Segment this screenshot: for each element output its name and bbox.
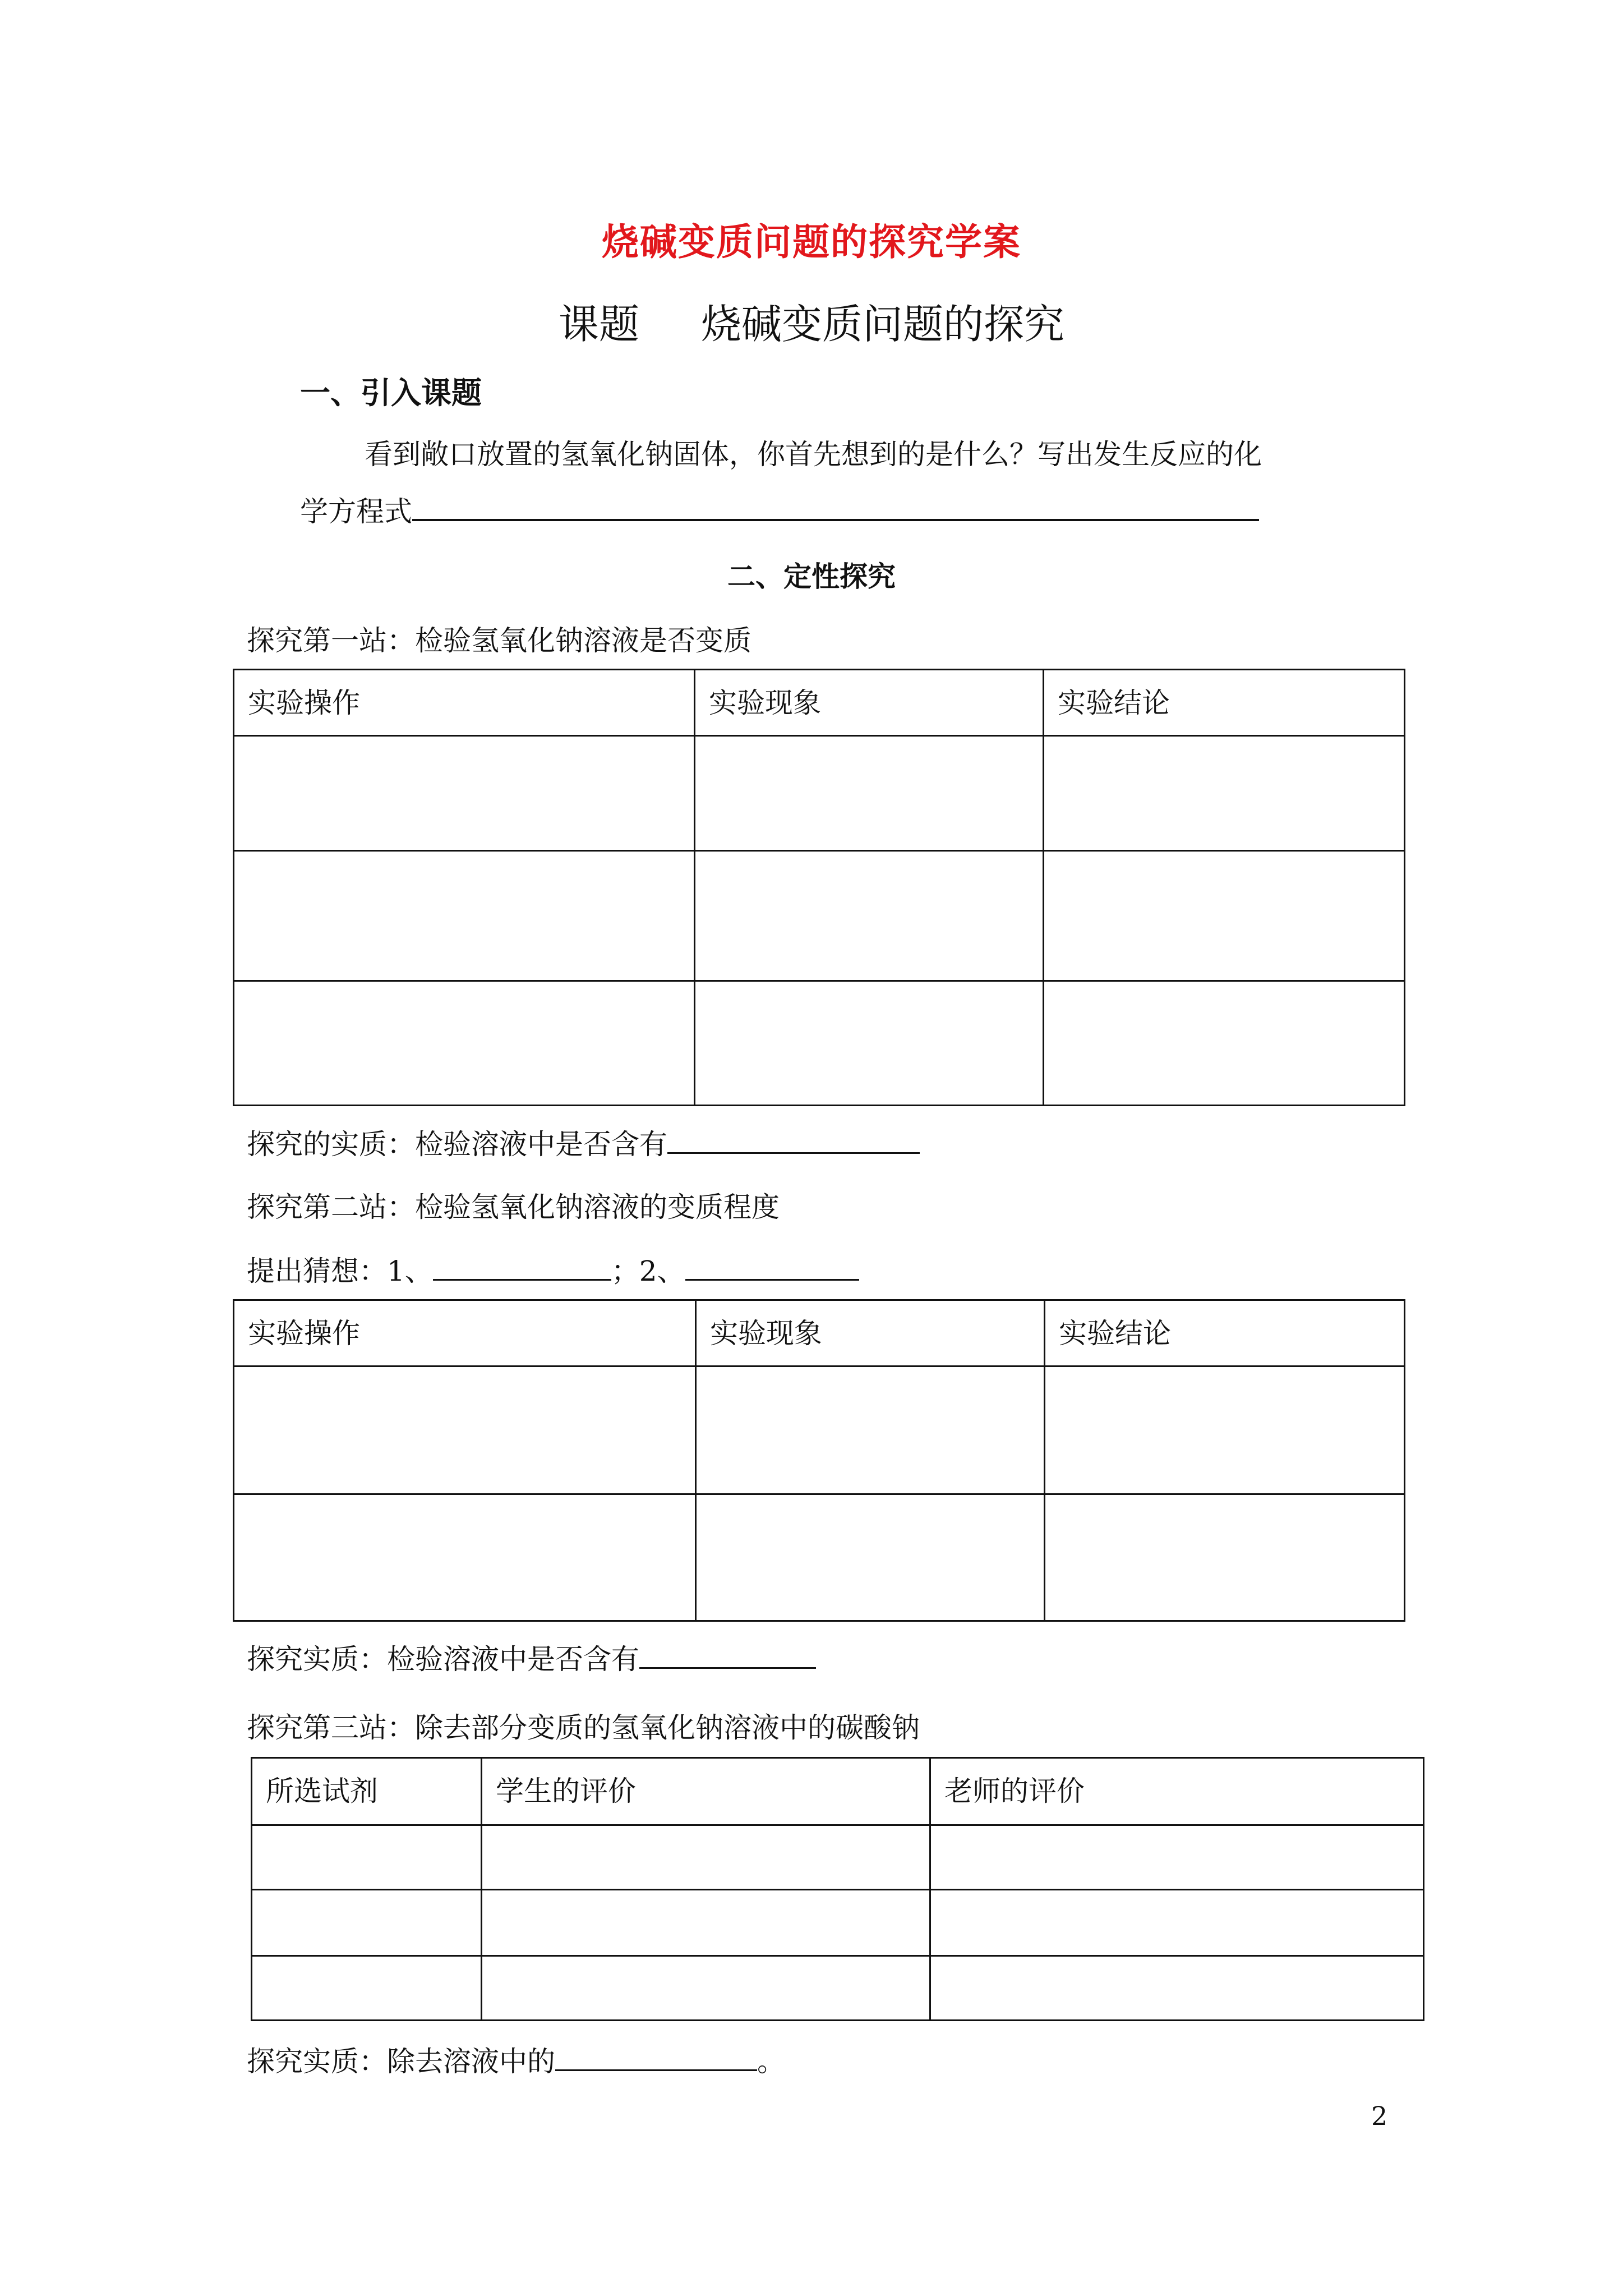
table-row — [234, 1494, 1405, 1621]
table-header-row — [252, 1758, 1424, 1825]
header-cell: 老师的评价 — [930, 1758, 1424, 1825]
table-cell[interactable] — [234, 736, 695, 851]
header-cell: 实验操作 — [234, 1300, 696, 1366]
table-cell[interactable] — [695, 851, 1044, 981]
station1-table — [233, 669, 1405, 1106]
header-cell: 实验现象 — [695, 670, 1044, 736]
table-cell[interactable] — [1044, 981, 1405, 1106]
station3-essence-label: 探究实质：除去溶液中的 — [247, 2045, 555, 2078]
section1-heading: 一、引入课题 — [300, 375, 482, 411]
station2-essence-blank[interactable] — [639, 1641, 816, 1669]
guess-separator: ；2、 — [611, 1255, 685, 1287]
equation-blank[interactable] — [412, 496, 1259, 521]
table-row — [252, 1890, 1424, 1956]
table-cell[interactable] — [696, 1494, 1045, 1621]
station2-title: 探究第二站：检验氢氧化钠溶液的变质程度 — [247, 1191, 780, 1223]
table-cell[interactable] — [252, 1890, 482, 1956]
table-cell[interactable] — [234, 851, 695, 981]
table-cell[interactable] — [696, 1366, 1045, 1494]
station2-guess — [247, 1249, 859, 1289]
station3-essence-end: 。 — [757, 2045, 785, 2078]
table-cell[interactable] — [482, 1956, 930, 2021]
table-cell[interactable] — [234, 1366, 696, 1494]
guess-prefix: 提出猜想：1、 — [247, 1255, 433, 1287]
table-row — [234, 736, 1405, 851]
table-cell[interactable] — [930, 1890, 1424, 1956]
section1-question-label: 学方程式 — [300, 495, 412, 528]
station1-title: 探究第一站：检验氢氧化钠溶液是否变质 — [247, 624, 751, 657]
guess2-blank[interactable] — [685, 1253, 859, 1281]
lesson-subtitle — [0, 292, 1623, 350]
table-row — [252, 1825, 1424, 1890]
station2-table — [233, 1299, 1405, 1622]
header-cell: 所选试剂 — [252, 1758, 482, 1825]
table-cell[interactable] — [482, 1890, 930, 1956]
table-cell[interactable] — [1045, 1494, 1405, 1621]
header-cell: 实验现象 — [696, 1300, 1045, 1366]
table-cell[interactable] — [930, 1956, 1424, 2021]
table-cell[interactable] — [234, 1494, 696, 1621]
subtitle-label: 课题 — [558, 301, 639, 348]
table-row — [252, 1956, 1424, 2021]
section1-question-line1: 看到敞口放置的氢氧化钠固体，你首先想到的是什么？写出发生反应的化 — [365, 438, 1262, 471]
station3-table — [251, 1757, 1424, 2021]
table-row — [234, 851, 1405, 981]
table-cell[interactable] — [1044, 736, 1405, 851]
table-row — [234, 981, 1405, 1106]
station3-essence — [247, 2039, 785, 2079]
header-cell: 实验操作 — [234, 670, 695, 736]
table-cell[interactable] — [1045, 1366, 1405, 1494]
guess1-blank[interactable] — [433, 1253, 611, 1281]
table-cell[interactable] — [234, 981, 695, 1106]
page-number: 2 — [1371, 2101, 1388, 2131]
header-cell: 实验结论 — [1044, 670, 1405, 736]
table-cell[interactable] — [695, 736, 1044, 851]
table-cell[interactable] — [930, 1825, 1424, 1890]
station2-essence-label: 探究实质：检验溶液中是否含有 — [247, 1643, 639, 1676]
header-cell: 学生的评价 — [482, 1758, 930, 1825]
station3-title: 探究第三站：除去部分变质的氢氧化钠溶液中的碳酸钠 — [247, 1711, 920, 1744]
station1-essence — [247, 1122, 920, 1162]
document-title: 烧碱变质问题的探究学案 — [602, 220, 1021, 264]
subtitle-text: 烧碱变质问题的探究 — [701, 301, 1065, 348]
station1-essence-blank[interactable] — [667, 1126, 920, 1154]
station3-essence-blank[interactable] — [555, 2044, 757, 2071]
table-header-row — [234, 1300, 1405, 1366]
table-header-row — [234, 670, 1405, 736]
table-cell[interactable] — [252, 1956, 482, 2021]
header-cell: 实验结论 — [1045, 1300, 1405, 1366]
table-cell[interactable] — [252, 1825, 482, 1890]
table-cell[interactable] — [1044, 851, 1405, 981]
section2-heading: 二、定性探究 — [727, 560, 896, 593]
table-cell[interactable] — [482, 1825, 930, 1890]
table-cell[interactable] — [695, 981, 1044, 1106]
station1-essence-label: 探究的实质：检验溶液中是否含有 — [247, 1128, 667, 1161]
station2-essence — [247, 1637, 816, 1677]
table-row — [234, 1366, 1405, 1494]
section1-question-line2 — [300, 489, 1259, 530]
